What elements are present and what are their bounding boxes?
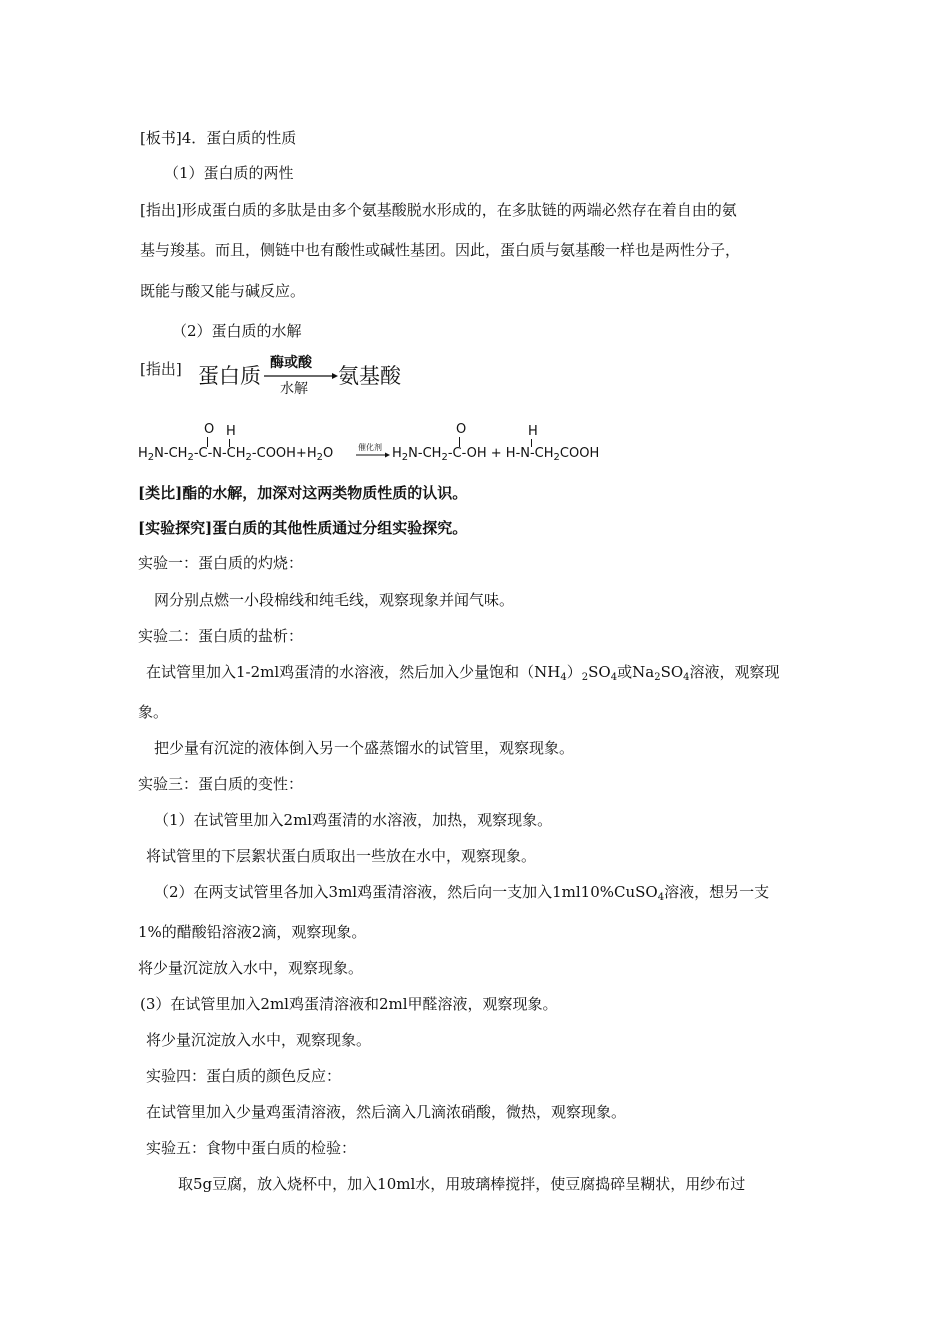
point-label: [指出] (140, 360, 182, 378)
paragraph-line: 基与羧基。而且，侧链中也有酸性或碱性基团。因此，蛋白质与氨基酸一样也是两性分子， (140, 241, 741, 259)
scheme-condition-below: 水解 (280, 381, 308, 397)
amide-h: H (226, 424, 236, 439)
scheme-condition-above: 酶或酸 (270, 355, 312, 371)
experiment-3-step: (3）在试管里加入2ml鸡蛋清溶液和2ml甲醛溶液，观察现象。 (140, 995, 558, 1013)
experiment-3-title: 实验三：蛋白质的变性： (138, 775, 304, 793)
experiment-2-title: 实验二：蛋白质的盐析： (138, 627, 304, 645)
scheme-product: 氨基酸 (338, 364, 401, 388)
experiment-2-step: 把少量有沉淀的液体倒入另一个盛蒸馏水的试管里，观察现象。 (154, 739, 575, 757)
analogy-note: [类比]酯的水解，加深对这两类物质性质的认识。 (138, 484, 468, 502)
amine-h: H (528, 424, 538, 439)
subheading-hydrolysis: （2）蛋白质的水解 (172, 322, 302, 340)
experiment-1-title: 实验一：蛋白质的灼烧： (138, 554, 304, 572)
experiment-3-step: 将少量沉淀放入水中，观察现象。 (138, 959, 364, 977)
peptide-equation (138, 420, 618, 470)
inquiry-note: [实验探究]蛋白质的其他性质通过分组实验探究。 (138, 519, 468, 537)
product-formula: $H_2N-CH_2-C-OH$ + $H-N-CH_2COOH$ (392, 446, 600, 463)
experiment-4-title: 实验四：蛋白质的颜色反应： (146, 1067, 342, 1085)
experiment-1-step: 网分别点燃一小段棉线和纯毛线，观察现象并闻气味。 (154, 591, 515, 609)
experiment-5-step: 取5g豆腐，放入烧杯中，加入10ml水，用玻璃棒搅拌，使豆腐捣碎呈糊状，用纱布过 (178, 1175, 746, 1193)
carbonyl-o: O (456, 422, 467, 437)
reaction-arrow-icon (356, 452, 390, 458)
paragraph-line: [指出]形成蛋白质的多肽是由多个氨基酸脱水形成的，在多肽链的两端必然存在着自由的氨 (140, 201, 737, 219)
paragraph-line: 象。 (138, 703, 169, 721)
experiment-3-step: （2）在两支试管里各加入3ml鸡蛋清溶液，然后向一支加入1ml10%CuSO$_4$溶液，想另一支 (154, 883, 770, 903)
section-heading: [板书]4．蛋白质的性质 (140, 129, 297, 147)
carbonyl-o: O (204, 422, 215, 437)
experiment-5-title: 实验五：食物中蛋白质的检验： (146, 1139, 357, 1157)
reactant-formula: $H_2N-CH_2-C-N-CH_2-COOH+H_2O$ (138, 446, 334, 463)
subheading-amphoteric: （1）蛋白质的两性 (164, 164, 294, 182)
scheme-reactant: 蛋白质 (198, 364, 261, 388)
experiment-3-step: 将试管里的下层絮状蛋白质取出一些放在水中，观察现象。 (146, 847, 537, 865)
experiment-3-step: 将少量沉淀放入水中，观察现象。 (146, 1031, 372, 1049)
catalyst-label: 催化剂 (358, 443, 382, 452)
experiment-2-step: 在试管里加入1-2ml鸡蛋清的水溶液，然后加入少量饱和$(NH_4)_2SO_4$或$Na_2SO_4$溶液，观察现 (146, 663, 780, 683)
experiment-3-step: （1）在试管里加入2ml鸡蛋清的水溶液，加热，观察现象。 (154, 811, 553, 829)
paragraph-line: 既能与酸又能与碱反应。 (140, 282, 306, 300)
paragraph-line: 1%的醋酸铅溶液2滴，观察现象。 (138, 923, 367, 941)
experiment-4-step: 在试管里加入少量鸡蛋清溶液，然后滴入几滴浓硝酸，微热，观察现象。 (146, 1103, 627, 1121)
hydrolysis-scheme (196, 350, 416, 400)
